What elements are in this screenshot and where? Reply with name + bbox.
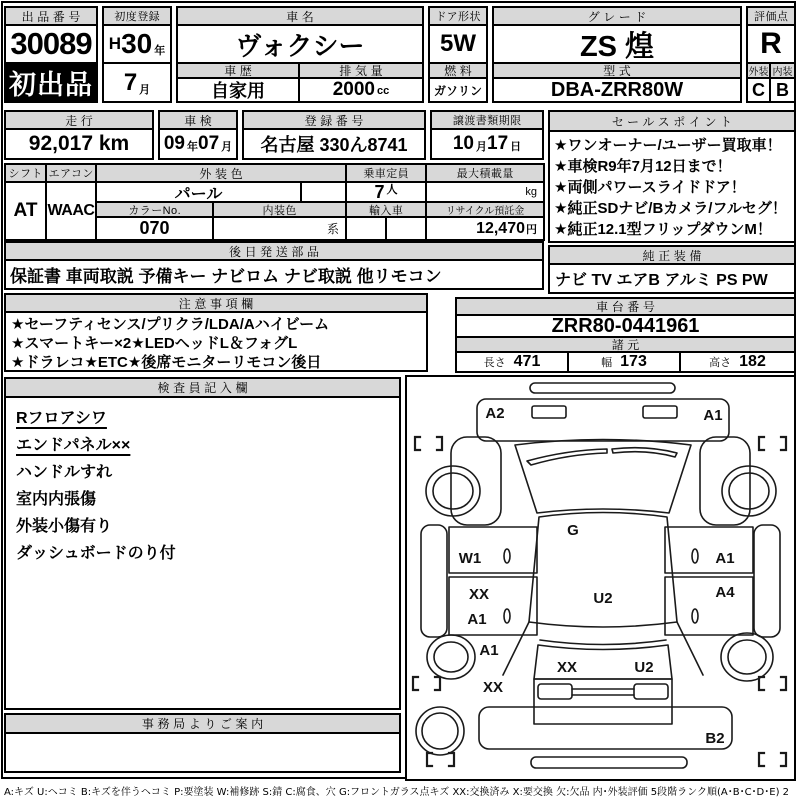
exterior-grade-value: C [748, 79, 771, 101]
exterior-color-header: 外装色 [97, 165, 347, 183]
shaken-month: 07 [198, 133, 220, 154]
inspection-expiry-value [160, 130, 236, 158]
front-fender-left [451, 437, 501, 525]
inspection-expiry-box [158, 110, 238, 160]
sales-point: ★純正12.1型フリップダウンM！ [554, 221, 772, 238]
headlight-right [643, 406, 677, 418]
inspector-note: ハンドルすれ [16, 464, 113, 481]
vin-header: 車台番号 [457, 299, 794, 316]
month-suffix: 月 [139, 84, 151, 96]
car-name-box [176, 6, 424, 103]
year-suffix: 年 [154, 45, 166, 57]
aircon-header: エアコン [47, 165, 97, 183]
interior-color-value: 系 [214, 218, 347, 239]
history-value: 自家用 [178, 79, 300, 101]
bracket-mid-right-close [781, 677, 786, 690]
model-code-header: 型式 [494, 64, 740, 79]
taillight-left [538, 684, 572, 699]
damage-label-W1: W1 [458, 550, 482, 567]
damage-label-A4: A4 [715, 584, 735, 601]
first-registration-header: 初度登録 [104, 8, 170, 26]
transfer-deadline-header: 譲渡書類期限 [432, 112, 542, 130]
lot-number-box [4, 6, 98, 103]
car-top-view-diagram [407, 377, 794, 779]
shaken-year: 09 [163, 133, 185, 154]
taillight-right [634, 684, 668, 699]
fuel-header: 燃料 [430, 64, 486, 79]
payload-value: kg [427, 183, 543, 203]
recycle-deposit-header: リサイクル預託金 [427, 203, 543, 218]
bracket-mid-right-open [759, 677, 764, 690]
history-header: 車歴 [178, 64, 300, 79]
note-line: ★スマートキー×2★LEDヘッドL＆フォグL [11, 335, 298, 352]
first-registration-box [102, 6, 172, 103]
later-parts-box [4, 241, 544, 290]
wiper-left [527, 449, 607, 465]
inspector-note: 室内内張傷 [16, 491, 97, 508]
wiper-right [612, 448, 677, 457]
spec-grid-box [4, 163, 545, 241]
import-cell-2 [387, 218, 427, 239]
rocker-left [421, 525, 447, 637]
shift-value: AT [6, 183, 47, 239]
width-cell [569, 353, 681, 371]
door-handle-front-right [692, 549, 698, 563]
bracket-bottom-right-close [781, 753, 786, 766]
rear-window-top [540, 640, 666, 645]
sales-point: ★純正SDナビ/Bカメラ/フルセグ！ [554, 200, 787, 217]
grade-box [492, 6, 742, 103]
shift-header: シフト [6, 165, 47, 183]
inspection-expiry-header: 車検 [160, 112, 236, 130]
notes-list [8, 315, 424, 372]
inspector-note: エンドパネル×× [16, 437, 131, 454]
bracket-bottom-left-close [449, 753, 454, 766]
spare-tire [416, 707, 464, 755]
damage-diagram-box [405, 375, 796, 781]
interior-color-header: 内装色 [214, 203, 347, 218]
door-handle-front-left [504, 549, 510, 563]
recycle-unit: 円 [526, 223, 537, 236]
vin-dims-box [455, 297, 796, 373]
height-cell [681, 353, 794, 371]
capacity-unit: 人 [386, 184, 398, 196]
import-cell-1 [347, 218, 387, 239]
headlight-left [532, 406, 566, 418]
office-info-header: 事務局よりご案内 [6, 715, 399, 734]
registration-number-box [242, 110, 426, 160]
mileage-box [4, 110, 154, 160]
sales-point: ★両側パワースライドドア！ [554, 179, 746, 196]
reg-month: 7 [123, 68, 138, 96]
transfer-day-suffix: 日 [510, 141, 522, 153]
interior-grade-header: 内装 [771, 64, 794, 79]
damage-label-XX: XX [556, 659, 578, 676]
capacity-value [347, 183, 427, 203]
lot-number-value: 30089 [6, 26, 96, 64]
damage-label-XX: XX [468, 586, 490, 603]
transfer-month-suffix: 月 [476, 141, 487, 153]
note-line: ★ドラレコ★ETC★後席モニターリモコン後日 [11, 354, 322, 371]
displacement-unit: cc [377, 85, 390, 97]
office-info-box [4, 713, 401, 773]
mileage-value: 92,017 km [28, 132, 130, 155]
slide-door-right [665, 577, 753, 635]
width-value: 173 [620, 353, 647, 370]
displacement-header: 排気量 [300, 64, 422, 79]
dimensions-header: 諸元 [457, 338, 794, 353]
model-code-value: DBA-ZRR80W [550, 79, 684, 101]
notes-header: 注意事項欄 [6, 295, 426, 313]
legend-text: A:キズ U:ヘコミ B:キズを伴うヘコミ P:要塗装 W:補修跡 S:錆 C:腐食、穴 G:フロントガラス点キズ XX:交換済み X:要交換 欠:欠品 内･外装評価 5段階ランク順(A･B･C･D･E) 2 [4, 787, 790, 798]
front-panel [477, 399, 729, 441]
grade-value: ZS 煌 [494, 26, 740, 64]
height-value: 182 [739, 353, 766, 370]
car-name-value: ヴォクシー [178, 26, 422, 64]
spare-tire-inner [422, 713, 458, 749]
sales-points-header: セールスポイント [550, 112, 794, 132]
door-handle-rear-right [692, 609, 698, 623]
aircon-value: WAAC [47, 183, 97, 239]
era-year: 30 [121, 28, 153, 59]
exterior-color-extra-cell [302, 183, 347, 203]
car-name-header: 車名 [178, 8, 422, 26]
rear-bumper [479, 707, 732, 749]
sales-point: ★ワンオーナー/ユーザー買取車！ [554, 137, 782, 154]
bracket-mid-left-close [435, 677, 440, 690]
length-label: 長さ [483, 357, 506, 369]
grade-header: グレード [494, 8, 740, 26]
damage-label-A1: A1 [479, 642, 499, 659]
damage-label-A1: A1 [467, 611, 487, 628]
capacity-header: 乗車定員 [347, 165, 427, 183]
length-value: 471 [513, 353, 541, 370]
bracket-front-right-close [781, 437, 786, 450]
score-header: 評価点 [748, 8, 794, 26]
transfer-day: 17 [487, 133, 509, 154]
shaken-month-suffix: 月 [221, 141, 233, 153]
later-parts-value: 保証書 車両取説 予備キー ナビロム ナビ取説 他リモコン [10, 267, 442, 286]
notes-box [4, 293, 428, 372]
first-listing-badge: 初出品 [6, 64, 96, 101]
door-handle-rear-left [504, 609, 510, 623]
first-registration-year [104, 26, 170, 64]
damage-label-G: G [567, 522, 579, 539]
bracket-front-right-open [759, 437, 764, 450]
import-header: 輸入車 [347, 203, 427, 218]
recycle-amount: 12,470 [476, 219, 525, 237]
damage-label-B2: B2 [705, 730, 725, 747]
door-shape-box [428, 6, 488, 103]
damage-label-A2: A2 [485, 405, 505, 422]
damage-label-U2: U2 [634, 659, 654, 676]
rocker-right [754, 525, 780, 637]
transfer-deadline-box [430, 110, 544, 160]
wheel-rear-right-inner [728, 640, 766, 674]
first-registration-month [104, 64, 170, 101]
bracket-front-left-open [415, 437, 420, 450]
door-shape-header: ドア形状 [430, 8, 486, 26]
damage-label-XX: XX [482, 679, 504, 696]
inspector-notes-box [4, 377, 401, 710]
exterior-color-value: パール [97, 183, 302, 203]
rear-bumper-strip [531, 757, 687, 768]
d-pillar-right [677, 622, 703, 675]
damage-label-A1: A1 [703, 407, 723, 424]
equipment-header: 純正装備 [550, 247, 794, 265]
d-pillar-left [503, 622, 529, 675]
recycle-deposit-value [427, 218, 543, 239]
payload-header: 最大積載量 [427, 165, 543, 183]
capacity-number: 7 [374, 183, 385, 202]
note-line: ★セーフティセンス/プリクラ/LDA/Aハイビーム [11, 316, 330, 333]
width-label: 幅 [601, 357, 613, 369]
vin-value: ZRR80-0441961 [457, 316, 794, 338]
sales-points-list [552, 135, 792, 240]
displacement-value [300, 79, 422, 101]
transfer-deadline-value [432, 130, 542, 158]
displacement-number: 2000 [332, 79, 376, 100]
transfer-month: 10 [452, 133, 474, 154]
later-parts-header: 後日発送部品 [6, 243, 542, 261]
length-cell [457, 353, 569, 371]
sales-point: ★車検R9年7月12日まで！ [554, 158, 732, 175]
era-prefix: H [108, 34, 122, 53]
registration-number-value: 名古屋 330ん8741 [260, 135, 408, 155]
office-info-value [6, 734, 399, 771]
lot-number-header: 出品番号 [6, 8, 96, 26]
wheel-front-right-inner [729, 473, 769, 509]
sales-points-box [548, 110, 796, 243]
interior-grade-value: B [776, 79, 789, 100]
inspector-note: ダッシュボードのり付 [16, 545, 176, 562]
shaken-year-suffix: 年 [187, 141, 198, 153]
registration-number-header: 登録番号 [244, 112, 424, 130]
slide-door-left [449, 577, 537, 635]
wheel-rear-left-inner [434, 642, 468, 672]
front-bumper-strip [530, 383, 675, 393]
damage-label-U2: U2 [593, 590, 613, 607]
exterior-grade-header: 外装 [748, 64, 771, 79]
roof-panel [529, 513, 677, 628]
equipment-value: ナビ TV エアB アルミ PS PW [555, 272, 768, 289]
bracket-mid-left-open [413, 677, 418, 690]
color-number-value: 070 [97, 218, 214, 239]
inspector-notes-list [16, 405, 397, 567]
color-number-header: カラーNo. [97, 203, 214, 218]
door-shape-value: 5W [430, 26, 486, 64]
mileage-header: 走行 [6, 112, 152, 130]
bracket-front-left-close [437, 437, 442, 450]
damage-label-A1: A1 [715, 550, 735, 567]
bracket-bottom-left-open [427, 753, 432, 766]
front-door-right [665, 527, 753, 573]
equipment-box [548, 245, 796, 294]
inspector-note: 外装小傷有り [16, 518, 113, 535]
fuel-value: ガソリン [433, 83, 482, 98]
score-value: R [748, 26, 794, 64]
bracket-bottom-right-open [759, 753, 764, 766]
rear-hatch [534, 679, 672, 724]
score-box [746, 6, 796, 103]
wheel-front-left-inner [433, 473, 473, 509]
inspector-notes-header: 検査員記入欄 [6, 379, 399, 398]
inspector-note: Rフロアシワ [16, 410, 107, 427]
height-label: 高さ [709, 357, 732, 369]
